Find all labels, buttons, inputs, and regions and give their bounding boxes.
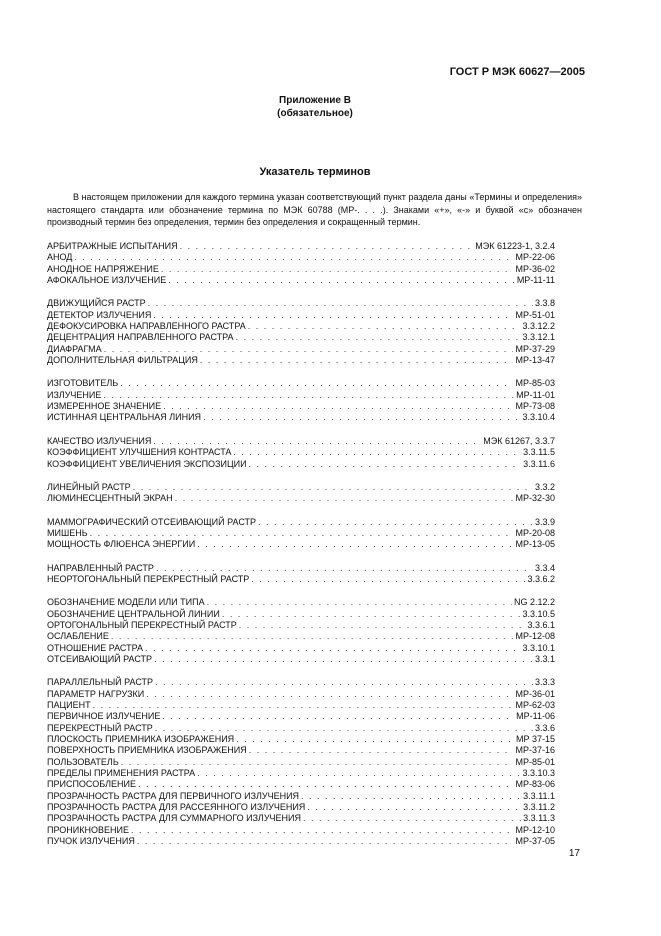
dot-leader [155, 677, 533, 688]
term-entry [47, 654, 555, 665]
term-reference: МЭК 61267, 3.3.7 [483, 435, 555, 446]
term-name: АНОД [47, 252, 73, 263]
term-group [47, 482, 555, 505]
dot-leader [197, 539, 513, 550]
term-reference: МР 37-15 [515, 734, 555, 745]
term-entry [47, 264, 555, 275]
term-reference: МР-36-02 [515, 263, 555, 274]
dot-leader [307, 802, 521, 813]
dot-leader [104, 344, 514, 355]
dot-leader [74, 252, 513, 263]
term-entry [47, 836, 555, 847]
term-entry [47, 528, 555, 539]
term-group [47, 298, 555, 366]
term-group [47, 597, 555, 665]
term-reference: МР-11-06 [516, 711, 555, 722]
term-entry [47, 539, 555, 550]
appendix-status: (обязательное) [277, 108, 353, 119]
document-standard-code: ГОСТ Р МЭК 60627—2005 [449, 66, 585, 78]
term-entry [47, 813, 555, 824]
term-reference: МР-37-05 [515, 836, 555, 847]
term-reference: МР-37-16 [515, 745, 555, 756]
term-name: КОЭФФИЦИЕНТ УЛУЧШЕНИЯ КОНТРАСТА [47, 447, 232, 458]
term-name: ОБОЗНАЧЕНИЕ ЦЕНТРАЛЬНОЙ ЛИНИИ [47, 608, 220, 619]
term-reference: 3.3.10.4 [522, 412, 555, 423]
term-reference: 3.3.8 [534, 298, 555, 309]
term-reference: 3.3.11.5 [523, 447, 555, 458]
dot-leader [145, 643, 520, 654]
term-reference: 3.3.6.1 [527, 619, 555, 630]
term-reference: МР-51-01 [515, 309, 555, 320]
term-name: ДИАФРАГМА [47, 343, 102, 354]
term-reference: МР-85-03 [515, 378, 555, 389]
term-reference: 3.3.9 [534, 516, 555, 527]
term-group [47, 517, 555, 551]
term-name: ОТСЕИВАЮЩИЙ РАСТР [47, 653, 153, 664]
term-name: ПОЛЬЗОВАТЕЛЬ [47, 756, 119, 767]
term-entry [47, 643, 555, 654]
term-name: МАММОГРАФИЧЕСКИЙ ОТСЕИВАЮЩИЙ РАСТР [47, 516, 257, 527]
dot-leader [203, 412, 520, 423]
term-name: МИШЕНЬ [47, 527, 88, 538]
dot-leader [251, 574, 525, 585]
term-name: ПАЦИЕНТ [47, 700, 91, 710]
dot-leader [138, 779, 513, 790]
term-name: ДЕЦЕНТРАЦИЯ НАПРАВЛЕННОГО РАСТРА [47, 332, 234, 343]
term-name: ИЗГОТОВИТЕЛЬ [47, 378, 119, 389]
term-entry [47, 791, 555, 802]
dot-leader [155, 723, 533, 734]
term-reference: МР-13-05 [515, 539, 555, 550]
appendix-title: Приложение В [279, 95, 351, 106]
term-entry [47, 609, 555, 620]
dot-leader [148, 298, 533, 309]
term-name: ДВИЖУЩИЙСЯ РАСТР [47, 298, 146, 309]
dot-leader [249, 459, 522, 470]
term-entry [47, 355, 555, 366]
dot-leader [175, 493, 514, 504]
term-name: АФОКАЛЬНОЕ ИЗЛУЧЕНИЕ [47, 275, 167, 286]
appendix-heading [0, 94, 630, 120]
term-entry [47, 412, 555, 423]
intro-paragraph: В настоящем приложении для каждого термина указан соответствующий пункт раздела даны «Термины и определения» настоящего стандарта или обозначение термина по МЭК 60788 (МР-. . . .). Знаками «+», «-» и буквой «с» обозначен производный термин без определения, термин без определения и сокращенный термин. [47, 192, 582, 227]
term-group [47, 677, 555, 847]
term-name: ДЕФОКУСИРОВКА НАПРАВЛЕННОГО РАСТРА [47, 321, 246, 332]
term-entry [47, 493, 555, 504]
term-entry [47, 700, 555, 711]
dot-leader [121, 757, 514, 768]
dot-leader [120, 378, 513, 389]
term-reference: 3.3.10.5 [522, 608, 555, 619]
dot-leader [162, 711, 514, 722]
term-reference: 3.3.12.2 [522, 321, 555, 332]
term-name: ПЕРВИЧНОЕ ИЗЛУЧЕНИЕ [47, 711, 161, 722]
term-reference: 3.3.6 [534, 722, 555, 733]
dot-leader [197, 768, 520, 779]
dot-leader [93, 700, 514, 711]
dot-leader [103, 390, 514, 401]
term-name: ПРОЗРАЧНОСТЬ РАСТРА ДЛЯ РАССЕЯННОГО ИЗЛУЧЕНИЯ [47, 802, 306, 813]
term-entry [47, 378, 555, 389]
term-name: ИСТИННАЯ ЦЕНТРАЛЬНАЯ ЛИНИЯ [47, 412, 202, 423]
term-reference: 3.3.2 [534, 481, 555, 492]
dot-leader [153, 436, 481, 447]
term-name: ЛИНЕЙНЫЙ РАСТР [47, 481, 131, 492]
term-entry [47, 745, 555, 756]
term-entry [47, 825, 555, 836]
dot-leader [168, 275, 515, 286]
dot-leader [90, 528, 514, 539]
term-name: МОЩНОСТЬ ФЛЮЕНСА ЭНЕРГИИ [47, 539, 196, 550]
term-name: КОЭФФИЦИЕНТ УВЕЛИЧЕНИЯ ЭКСПОЗИЦИИ [47, 458, 247, 469]
term-reference: МР-32-30 [515, 493, 555, 504]
section-title: Указатель терминов [259, 166, 371, 178]
term-entry [47, 482, 555, 493]
page-number: 17 [568, 848, 580, 859]
term-reference: МР-11-01 [516, 389, 555, 400]
term-entry [47, 447, 555, 458]
term-entry [47, 332, 555, 343]
term-reference: МЭК 61223-1, 3.2.4 [475, 241, 555, 251]
term-entry [47, 344, 555, 355]
term-group [47, 436, 555, 470]
term-index [47, 241, 555, 859]
term-entry [47, 459, 555, 470]
dot-leader [200, 355, 514, 366]
dot-leader [233, 447, 521, 458]
term-name: ОРТОГОНАЛЬНЫЙ ПЕРЕКРЕСТНЫЙ РАСТР [47, 619, 237, 630]
term-name: НАПРАВЛЕННЫЙ РАСТР [47, 562, 154, 573]
term-entry [47, 310, 555, 321]
term-entry [47, 241, 555, 252]
term-entry [47, 631, 555, 642]
term-reference: МР-36-01 [515, 688, 555, 699]
term-reference: МР-62-03 [515, 700, 555, 710]
dot-leader [161, 264, 514, 275]
dot-leader [180, 241, 474, 252]
term-entry [47, 677, 555, 688]
term-entry [47, 252, 555, 263]
term-reference: 3.3.3 [534, 677, 555, 688]
term-entry [47, 298, 555, 309]
dot-leader [301, 791, 521, 802]
term-entry [47, 620, 555, 631]
term-reference: 3.3.10.3 [522, 768, 555, 779]
term-name: ОТНОШЕНИЕ РАСТРА [47, 642, 144, 653]
term-entry [47, 689, 555, 700]
term-reference: МР-11-11 [516, 275, 555, 286]
term-entry [47, 768, 555, 779]
term-name: ПРИСПОСОБЛЕНИЕ [47, 779, 136, 790]
term-group [47, 378, 555, 423]
dot-leader [153, 310, 513, 321]
dot-leader [236, 734, 514, 745]
term-reference: МР-12-08 [515, 631, 555, 642]
term-reference: 3.3.11.3 [523, 813, 555, 824]
term-name: ПРОНИКНОВЕНИЕ [47, 824, 129, 835]
term-entry [47, 757, 555, 768]
term-name: АРБИТРАЖНЫЕ ИСПЫТАНИЯ [47, 241, 178, 251]
term-entry [47, 723, 555, 734]
term-group [47, 241, 555, 286]
term-entry [47, 275, 555, 286]
term-entry [47, 802, 555, 813]
term-reference: МР-73-08 [515, 401, 555, 412]
term-name: КАЧЕСТВО ИЗЛУЧЕНИЯ [47, 435, 152, 446]
term-entry [47, 574, 555, 585]
term-entry [47, 734, 555, 745]
dot-leader [249, 745, 514, 756]
term-name: ПАРАЛЛЕЛЬНЫЙ РАСТР [47, 677, 154, 688]
term-reference: 3.3.4 [534, 562, 555, 573]
term-reference: 3.3.11.1 [523, 790, 555, 801]
term-name: ИЗЛУЧЕНИЕ [47, 389, 102, 400]
term-name: ПРОЗРАЧНОСТЬ РАСТРА ДЛЯ СУММАРНОГО ИЗЛУЧЕНИЯ [47, 813, 302, 824]
term-name: ПОВЕРХНОСТЬ ПРИЕМНИКА ИЗОБРАЖЕНИЯ [47, 745, 247, 756]
term-name: ПУЧОК ИЗЛУЧЕНИЯ [47, 836, 135, 847]
dot-leader [207, 597, 512, 608]
dot-leader [137, 836, 514, 847]
term-entry [47, 436, 555, 447]
dot-leader [239, 620, 526, 631]
term-entry [47, 401, 555, 412]
term-reference: МР-22-06 [515, 252, 555, 263]
term-name: ОБОЗНАЧЕНИЕ МОДЕЛИ ИЛИ ТИПА [47, 597, 205, 608]
term-entry [47, 517, 555, 528]
term-name: АНОДНОЕ НАПРЯЖЕНИЕ [47, 263, 159, 274]
term-name: НЕОРТОГОНАЛЬНЫЙ ПЕРЕКРЕСТНЫЙ РАСТР [47, 573, 250, 584]
dot-leader [248, 321, 521, 332]
term-name: ПЕРЕКРЕСТНЫЙ РАСТР [47, 722, 153, 733]
term-name: ПРОЗРАЧНОСТЬ РАСТРА ДЛЯ ПЕРВИЧНОГО ИЗЛУЧЕНИЯ [47, 790, 300, 801]
term-reference: МР-83-06 [515, 779, 555, 790]
term-entry [47, 563, 555, 574]
dot-leader [111, 631, 514, 642]
term-entry [47, 711, 555, 722]
term-entry [47, 597, 555, 608]
term-reference: 3.3.12.1 [522, 332, 555, 343]
term-name: ДЕТЕКТОР ИЗЛУЧЕНИЯ [47, 309, 152, 320]
term-name: ПЛОСКОСТЬ ПРИЕМНИКА ИЗОБРАЖЕНИЯ [47, 734, 235, 745]
term-entry [47, 390, 555, 401]
term-name: ИЗМЕРЕННОЕ ЗНАЧЕНИЕ [47, 401, 162, 412]
term-name: ДОПОЛНИТЕЛЬНАЯ ФИЛЬТРАЦИЯ [47, 355, 198, 366]
term-name: ПАРАМЕТР НАГРУЗКИ [47, 688, 145, 699]
dot-leader [163, 401, 513, 412]
term-reference: 3.3.6.2 [527, 573, 555, 584]
term-reference: 3.3.11.6 [523, 458, 555, 469]
term-reference: МР-20-08 [515, 527, 555, 538]
term-reference: NG 2.12.2 [513, 597, 555, 608]
dot-leader [236, 332, 521, 343]
term-reference: 3.3.1 [534, 653, 555, 664]
term-reference: МР-12-10 [515, 824, 555, 835]
term-entry [47, 779, 555, 790]
term-reference: 3.3.11.2 [523, 802, 555, 813]
dot-leader [222, 609, 521, 620]
dot-leader [303, 813, 521, 824]
term-reference: 3.3.10.1 [522, 642, 555, 653]
term-name: ПРЕДЕЛЫ ПРИМЕНЕНИЯ РАСТРА [47, 768, 196, 779]
dot-leader [131, 825, 514, 836]
term-reference: МР-13-47 [515, 355, 555, 366]
term-name: ОСЛАБЛЕНИЕ [47, 631, 109, 642]
term-reference: МР-85-01 [515, 756, 555, 767]
term-entry [47, 321, 555, 332]
dot-leader [154, 654, 533, 665]
dot-leader [156, 563, 533, 574]
dot-leader [133, 482, 533, 493]
dot-leader [258, 517, 533, 528]
term-reference: МР-37-29 [515, 343, 555, 354]
term-name: ЛЮМИНЕСЦЕНТНЫЙ ЭКРАН [47, 493, 173, 504]
term-group [47, 563, 555, 586]
dot-leader [146, 689, 513, 700]
